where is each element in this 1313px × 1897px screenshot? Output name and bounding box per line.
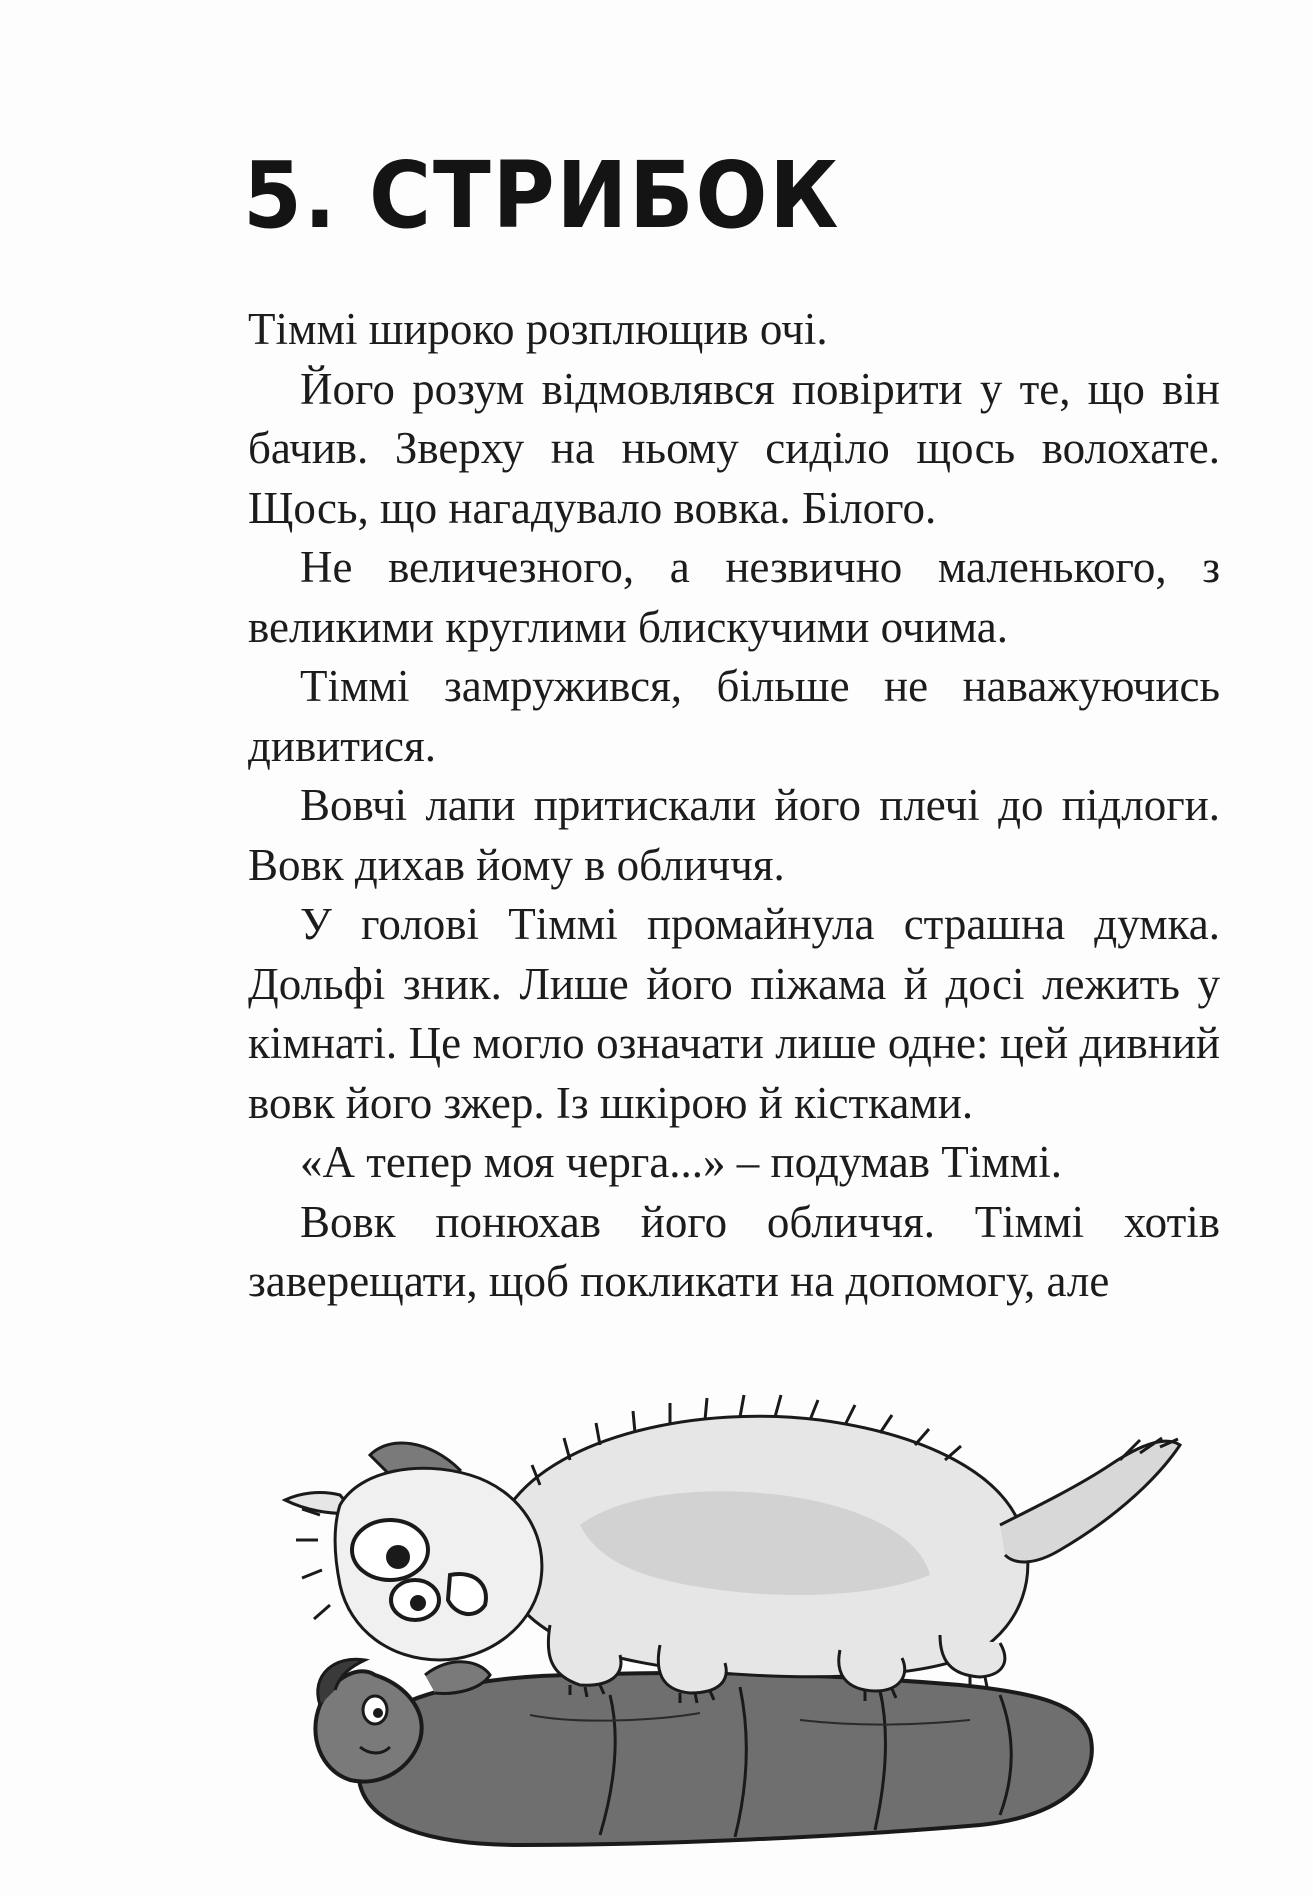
chapter-body — [248, 300, 1220, 1312]
paragraph: У голові Тіммі промайнула страшна думка. Дольфі зник. Лише його піжама й досі лежить у кімнаті. Це могло означати лише одне: цей дивний вовк його зжер. Із шкірою й кістками. — [248, 899, 1220, 1128]
wolf-on-boy-illustration — [280, 1375, 1220, 1855]
paragraph: Тіммі замружився, більше не наважуючись дивитися. — [248, 661, 1220, 771]
paragraph: Не величезного, а незвично маленького, з великими круглими блискучими очима. — [248, 542, 1220, 652]
paragraph: Вовчі лапи притискали його плечі до підлоги. Вовк дихав йому в обличчя. — [248, 780, 1220, 890]
paragraph: «А тепер моя черга...» – подумав Тіммі. — [300, 1137, 1062, 1187]
paragraph: Вовк понюхав його обличчя. Тіммі хотів заверещати, щоб покликати на допомогу, але — [248, 1196, 1220, 1306]
paragraph: Тіммі широко розплющив очі. — [248, 304, 828, 354]
wolf-figure — [285, 1395, 1180, 1703]
chapter-title: 5. СТРИБОК — [243, 142, 841, 249]
paragraph: Його розум відмовлявся повірити у те, що він бачив. Зверху на ньому сиділо щось волохате. Щось, що нагадувало вовка. Білого. — [248, 363, 1220, 533]
